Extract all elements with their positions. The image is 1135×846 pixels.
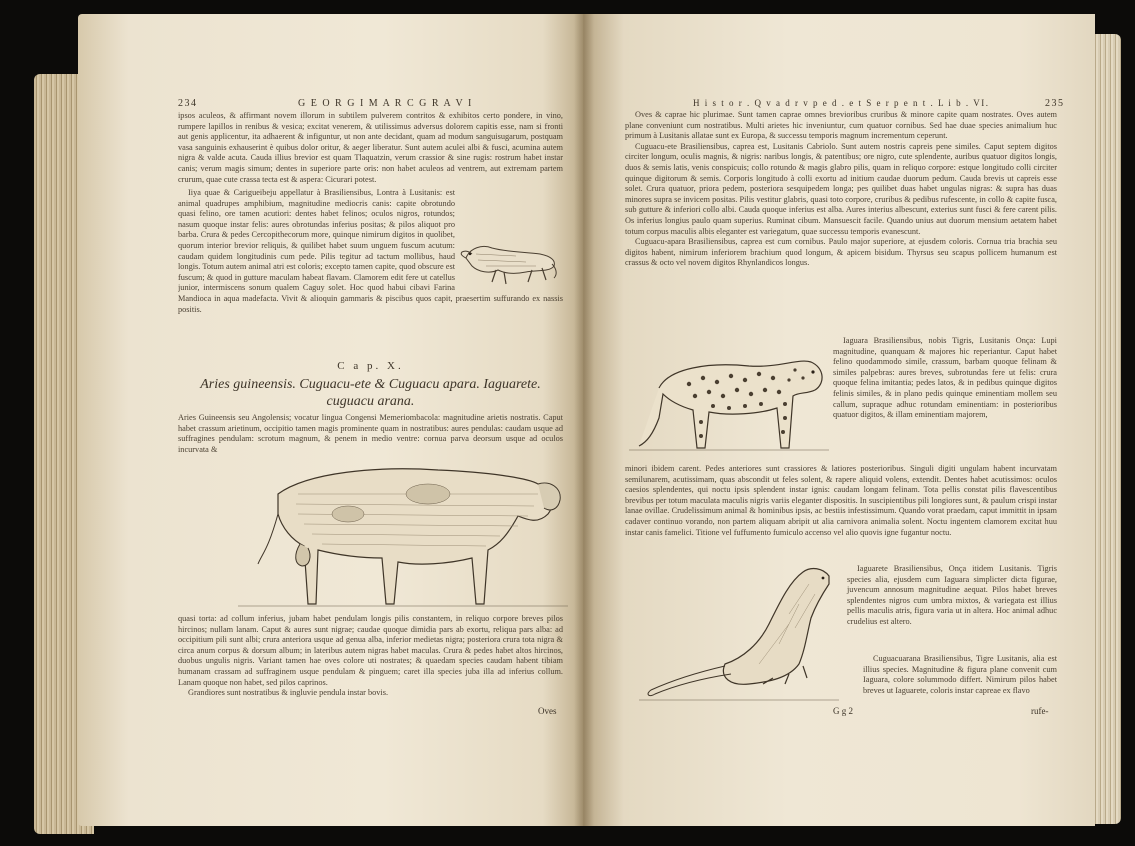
paragraph: Cuguacuarana Brasiliensibus, Tigre Lusitanis, alia est illius species. Magnitudine & figura plane convenit cum Iaguara, colore solummodo differt. Nimirum pilos habet breves ut Iaguarete, coloris instar capreae ex flavo bbox=[863, 654, 1057, 695]
jaguar-illustration bbox=[629, 338, 829, 460]
paragraph: Oves & caprae hic plurimae. Sunt tamen caprae omnes brevioribus cruribus & minore capite quam nostrates. Oves autem plane conveniunt cum nostratibus. Multi arietes hic inveniuntur, cum quatuor cornibus. Sed hae duae species animalium huc primum à Lusitanis allatae sunt ex Europa, & successu temporis magnum incrementum ceperunt. bbox=[625, 110, 1057, 141]
chapter-title-line-1: Aries guineensis. Cuguacu-ete & Cuguacu apara. Iaguarete. bbox=[200, 377, 541, 392]
left-page bbox=[78, 14, 583, 826]
book-gutter bbox=[574, 14, 594, 826]
signature-mark: G g 2 bbox=[833, 706, 853, 716]
left-running-head: G E O R G I M A R C G R A V I bbox=[298, 98, 473, 109]
paragraph: Grandiores sunt nostratibus & ingluvie pendula instar bovis. bbox=[188, 688, 389, 698]
left-catchword: Oves bbox=[538, 706, 557, 716]
paragraph: minori ibidem carent. Pedes anteriores sunt crassiores & latiores posterioribus. Singuli digiti ungulam habent incurvatam semilunarem, acutissimam, quas abscondit ut feles solent, & rapere aliquid volens, extendit. Dentes habet acutissimos: oculos caesios splendentes, qui noctu ipsis splendent instar ignis: caudam longam felinam. Tota pellis constat pilis flavescentibus brevibus per totum maculata maculis nigris variis eleganter dispositis. In suscipientibus pili longiores sunt, & paulum crispi instar lanae ovillae. Crudelissimum animal & hominibus ipsis, ac bestiis infestissimum. Quando vorat praedam, caput immittit in ipsam cadaver continuo vorando, non partem aliquam abripit ut alia carnivora animalia solent. Noctu ingentem clamorem excitat huu instar canis famelici. Titione vel fuffumento fumiculo accenso vel alio quovis igne fugantur noctu. bbox=[625, 464, 1057, 537]
page-stack-right bbox=[1093, 34, 1121, 824]
right-catchword: rufe- bbox=[1031, 706, 1049, 716]
right-main-text bbox=[625, 110, 1057, 269]
ram-description-text bbox=[178, 614, 563, 699]
paragraph: ipsos aculeos, & affirmant novem illorum in subtilem pulverem contritos & exhibitos certo pondere, in vino, rumpere lapillos in renibus & vesica; excitat venerem, & utilissimus adversus dolorem capitis esse, nam si fronti aut genis applicentur, ita adhaerent & infiguntur, ut non ante decidant, quam ad modum sanguisugarum, postquam vasa sanguinis exhauserint è quibus dolor oritur, & aeger liberatur. Sunt autem aculei albi & fusci, acumina autem nigra & valde acuta. Cauda illius brevior est quam Tlaquatzin, verum crassior & sine rugis: rostrum habet instar canis; verum magis simum; dentes in superiore parte oris: non habet aculeos ad ventrem, aut extremam partem crurum, quae cute crassa tecta est & aspera: Cicurari potest. bbox=[178, 111, 563, 184]
iaguarete-illustration bbox=[639, 554, 843, 704]
right-running-head: H i s t o r . Q v a d r v p e d . e t S e r p e n t . L i b . VI. bbox=[693, 98, 990, 108]
otter-illustration bbox=[456, 230, 561, 288]
cuguacuarana-text bbox=[863, 654, 1057, 696]
left-top-text bbox=[178, 111, 563, 185]
chapter-heading: C a p. X. bbox=[337, 360, 404, 372]
paragraph: Cuguacu-ete Brasiliensibus, caprea est, Lusitanis Cabriolo. Sunt autem nostris capreis pene similes. Caput septem digitos circiter longum, oculis magnis, & nigris: naribus longis, & patentibus; ore nigro, cute splendente, auribus quatuor digitos longis, duos & semis latis, venis conspicuis; collo rotundo & magis glabro pilis, quam in reliquo corpore: estque longitudo colli circiter quinque digitorum & semis. Corporis longitudo à colli exortu ad initium caudae duorum pedum. Cauda brevis ut capreis esse solet. Crura quatuor, priora pedem, posteriora sesquipedem longa; pes quilibet duas habet ungulas nigras: & supra has duas minores supra se invicem positas. Pilis vestitur glabris, quasi toto corpore, cruribus & pedibus rufescente, in collo & capite fusca, sub gutture & inferiori collo albi. Cauda quoque inferius est alba. Aures interius albescunt, exterius sunt fusci & fere carent pilis. Os inferius longius paulo quam superius. Ruminat cibum. Mansuescit facile. Quando unius aut duorum mensium aetatem habet totum corpus maculis albis eleganter est variegatum, quae successu temporis evanescunt. bbox=[625, 141, 1057, 236]
open-book bbox=[16, 14, 1121, 832]
iaguarete-text-column bbox=[847, 564, 1057, 628]
right-page bbox=[583, 14, 1095, 826]
paragraph: Aries Guineensis seu Angolensis; vocatur lingua Congensi Memeriombacola: magnitudine arietis nostratis. Caput habet crassum arietinum, occipitio tamen magis prominente quam in nostratibus: aures pendulas: caudam usque ad suffragines pendulam: scrotum magnum, & penem in medio ventre: cornua parva deorsum usque ad oculos incurvata & bbox=[178, 413, 563, 454]
left-page-number: 234 bbox=[178, 98, 198, 109]
ram-illustration bbox=[238, 454, 568, 614]
right-page-number: 235 bbox=[1045, 98, 1065, 109]
paragraph: Iaguarete Brasiliensibus, Onça itidem Lusitanis. Tigris species alia, ejusdem cum Iaguara simplicter dicta figurae, juvencum annosum magnitudine aequat. Pilos habet breves splendentes nigros cum umbra mixtos, & variegata est illius pellis maculis atris, figura varia ut in altera. Hoc animal adhuc crudelius est altero. bbox=[847, 564, 1057, 626]
paragraph: quasi torta: ad collum inferius, jubam habet pendulam longis pilis constantem, in reliquo corpore breves pilos hircinos; nullam lanam. Caput & aures sunt nigrae; caudae quoque dimidia pars ab exortu, reliqua pars alba: ad occipitium pili sunt albi; crura anteriora usque ad genua alba, inferior medietas nigra; posteriora crura tota nigra & circa anum corpus & dorsum album; in lateribus autem nigras habet maculas. Crura & pedes habet altos hircinos, duobus ungulis nigris. Variant tamen hae oves colore uti nostrates; & quaedam species caudam habent tibiam humanam crassam ad suffraginem usque pendulam & pinguem; caret illa species juba illa ad inferius collum. Lanam quoque non habet, sed pilos caprinos. bbox=[178, 614, 563, 687]
chapter-title-line-2: cuguacu arana. bbox=[326, 394, 415, 409]
paragraph: Iiya quae & Carigueibeju appellatur à Brasiliensibus, Lontra à Lusitanis: est animal quadrupes amphibium, magnitudine mediocris canis: capite obrotundo quasi felino, ore tamen acutiori: dentes habet felinos; oculos nigros, rotundos; nasum quoque instar felis: aures obrotundas inferius positas; & pilos aliquot pro barba. Crura & pedes Cercopithecorum more, quinque nimirum digitos in quolibet, quorum interior brevior reliquis, & quilibet habet suum unguem fuscum acutum: caudam quidem longitudinis cum pede. Pilis tegitur ad tactum mollibus, haud longis. Totum autem animal atri est coloris; excepto tamen capite, quod obscure est fuscum; & quod in gutture maculam habeat flavam. Clamorem edit fere ut catellus junior, intermiscens sonum qualem Caguy solet. Hoc quod habui cibavi Farina Mandioca in aqua madefacta. Vivit & alioquin gammaris & piscibus quos capit, praesertim suffurando ex nassis positis. bbox=[178, 188, 563, 314]
iaguara-text-column bbox=[833, 336, 1057, 464]
paragraph: Iaguara Brasiliensibus, nobis Tigris, Lusitanis Onça: Lupi magnitudine, quanquam & majores hic reperiantur. Caput habet felino quodammodo simile, crassum, barbam quoque felinam & similes palpebras: aures breves, subrotundas fere ut felis: crura quoque felina imitantia; pedes latos, & in pedibus quinque digitos felinis similes, & in plano pedis quinque eminentiam mollem seu callum, supraque adhuc rotundam eminentiam: in posterioribus quatuor digitos, & illam eminentiam majorem, bbox=[833, 336, 1057, 420]
aries-text bbox=[178, 413, 563, 455]
paragraph: Cuguacu-apara Brasiliensibus, caprea est cum cornibus. Paulo major superiore, at ejusdem coloris. Cornua tria brachia seu digitos habent, nimirum inferiorem brachium quod longum, & apicem bisidum. Thyrsus seu scapus pollicem humanum est crassus & octo vel novem digitos Rhynlandicos longus. bbox=[625, 237, 1057, 268]
iaguara-continued-text bbox=[625, 464, 1057, 538]
